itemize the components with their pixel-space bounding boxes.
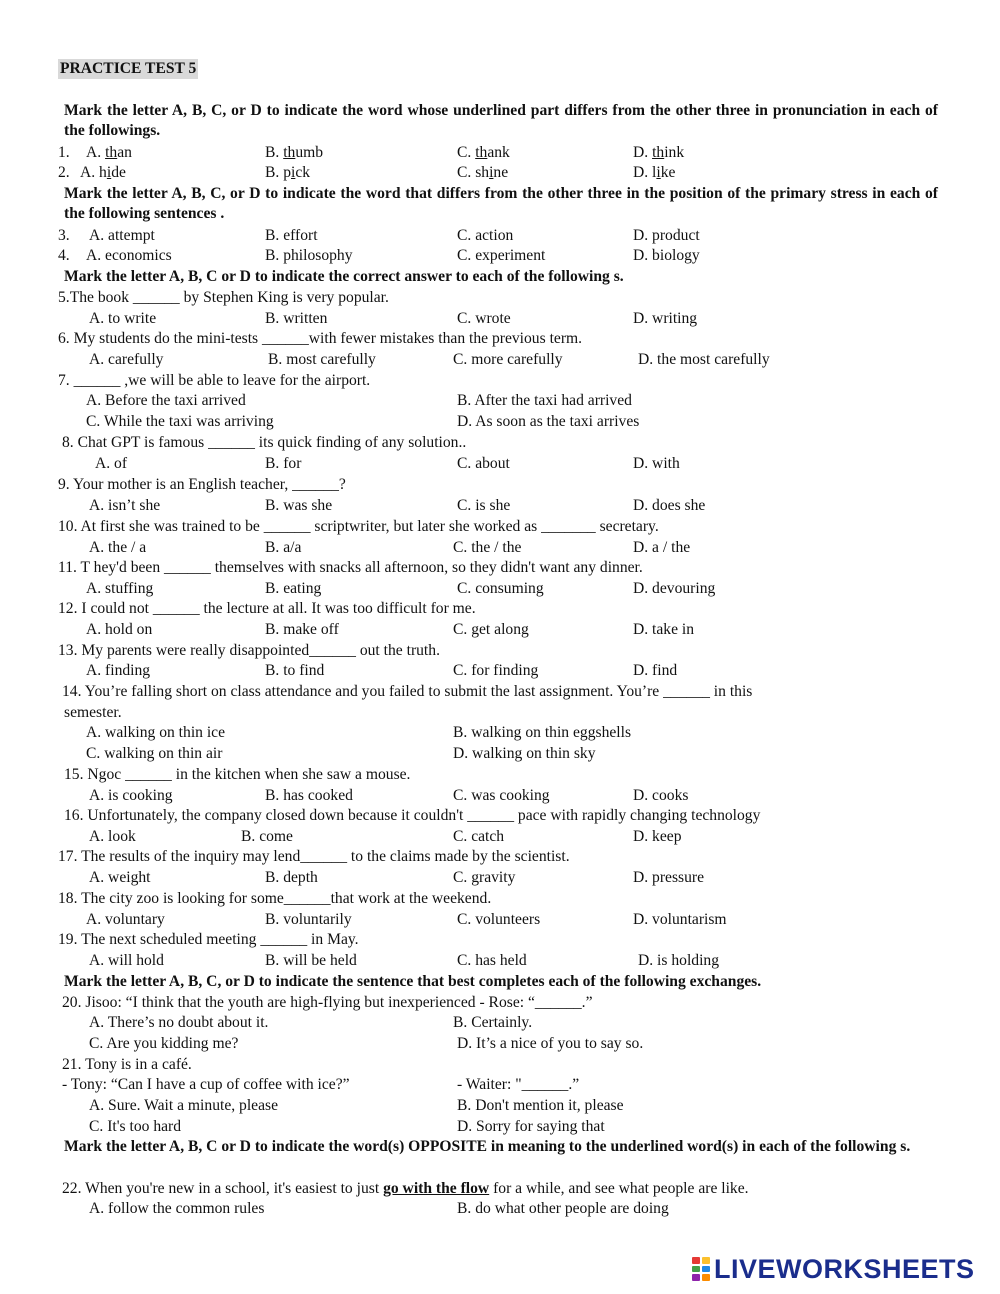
section-instruction-pronunciation: Mark the letter A, B, C, or D to indicate the word whose underlined part differs from the other three in pronunciation in each of the followings. <box>64 102 938 139</box>
question-stem: 6. My students do the mini-tests ______with fewer mistakes than the previous term. <box>58 330 583 347</box>
option-d[interactable]: D. walking on thin sky <box>453 745 596 762</box>
logo-tiles-icon <box>692 1257 710 1281</box>
option-c[interactable]: C. While the taxi was arriving <box>86 413 274 430</box>
option-b[interactable]: B. to find <box>265 662 325 679</box>
question-stem: 10. At first she was trained to be ______ scriptwriter, but later she worked as _______ secretary. <box>58 518 659 535</box>
option-d[interactable]: D. is holding <box>638 952 720 969</box>
option-b[interactable]: B. written <box>265 310 328 327</box>
option-b[interactable]: B. philosophy <box>265 247 353 264</box>
option-d[interactable]: D. the most carefully <box>638 351 770 368</box>
option-b[interactable]: B. most carefully <box>268 351 376 368</box>
question-number: 4. <box>58 247 70 264</box>
section-instruction-stress: Mark the letter A, B, C, or D to indicate the word that differs from the other three in the position of the primary stress in each of the following sentences . <box>64 185 938 222</box>
option-c[interactable]: C. gravity <box>453 869 516 886</box>
option-b[interactable]: B. make off <box>265 621 339 638</box>
question-stem: 15. Ngoc ______ in the kitchen when she saw a mouse. <box>64 766 411 783</box>
option-a[interactable]: A. carefully <box>89 351 164 368</box>
option-b[interactable]: B. pick <box>265 164 311 181</box>
option-b[interactable]: B. voluntarily <box>265 911 352 928</box>
question-stem: 21. Tony is in a café. <box>62 1056 192 1073</box>
option-b[interactable]: B. thumb <box>265 144 324 161</box>
option-c[interactable]: C. was cooking <box>453 787 550 804</box>
option-b[interactable]: B. eating <box>265 580 322 597</box>
option-c[interactable]: C. the / the <box>453 539 522 556</box>
question-stem: 13. My parents were really disappointed______ out the truth. <box>58 642 440 659</box>
question-stem: 16. Unfortunately, the company closed down because it couldn't ______ pace with rapidly changing technology <box>64 807 761 824</box>
option-c[interactable]: C. wrote <box>457 310 511 327</box>
option-c[interactable]: C. about <box>457 455 510 472</box>
logo-text: LIVEWORKSHEETS <box>714 1253 975 1284</box>
option-d[interactable]: D. find <box>633 662 678 679</box>
question-stem: 18. The city zoo is looking for some______that work at the weekend. <box>58 890 492 907</box>
option-a[interactable]: A. is cooking <box>89 787 173 804</box>
option-d[interactable]: D. As soon as the taxi arrives <box>457 413 640 430</box>
option-c[interactable]: C. get along <box>453 621 529 638</box>
option-b[interactable]: B. do what other people are doing <box>457 1200 669 1217</box>
option-c[interactable]: C. thank <box>457 144 510 161</box>
option-c[interactable]: C. volunteers <box>457 911 541 928</box>
option-d[interactable]: D. product <box>633 227 700 244</box>
option-a[interactable]: A. Sure. Wait a minute, please <box>89 1097 278 1114</box>
option-c[interactable]: C. It's too hard <box>89 1118 182 1135</box>
option-a[interactable]: A. There’s no doubt about it. <box>89 1014 269 1031</box>
option-c[interactable]: C. Are you kidding me? <box>89 1035 239 1052</box>
option-a[interactable]: A. voluntary <box>86 911 165 928</box>
question-stem: 11. T hey'd been ______ themselves with snacks all afternoon, so they didn't want any dinner. <box>58 559 643 576</box>
option-b[interactable]: B. come <box>241 828 293 845</box>
option-a[interactable]: A. economics <box>86 247 172 264</box>
option-a[interactable]: A. than <box>86 144 132 161</box>
option-b[interactable]: B. After the taxi had arrived <box>457 392 632 409</box>
question-stem: 12. I could not ______ the lecture at all. It was too difficult for me. <box>58 600 476 617</box>
option-a[interactable]: A. finding <box>86 662 151 679</box>
option-b[interactable]: B. a/a <box>265 539 302 556</box>
option-d[interactable]: D. devouring <box>633 580 716 597</box>
option-a[interactable]: A. attempt <box>89 227 155 244</box>
option-a[interactable]: A. follow the common rules <box>89 1200 265 1217</box>
option-c[interactable]: C. has held <box>457 952 527 969</box>
question-stem: 9. Your mother is an English teacher, ______? <box>58 476 346 493</box>
question-number: 2. <box>58 164 70 181</box>
option-b[interactable]: B. Don't mention it, please <box>457 1097 624 1114</box>
option-c[interactable]: C. consuming <box>457 580 544 597</box>
section-instruction-opposite: Mark the letter A, B, C or D to indicate the word(s) OPPOSITE in meaning to the underlined word(s) in each of the following s. <box>64 1138 911 1155</box>
option-a[interactable]: A. look <box>89 828 136 845</box>
option-d[interactable]: D. does she <box>633 497 706 514</box>
option-c[interactable]: C. more carefully <box>453 351 563 368</box>
option-b[interactable]: B. walking on thin eggshells <box>453 724 632 741</box>
option-b[interactable]: B. Certainly. <box>453 1014 533 1031</box>
option-d[interactable]: D. keep <box>633 828 682 845</box>
page-title: PRACTICE TEST 5 <box>60 60 197 77</box>
option-b[interactable]: B. was she <box>265 497 333 514</box>
option-c[interactable]: C. experiment <box>457 247 546 264</box>
question-stem: 8. Chat GPT is famous ______ its quick finding of any solution.. <box>62 434 467 451</box>
option-b[interactable]: B. depth <box>265 869 318 886</box>
option-c[interactable]: C. walking on thin air <box>86 745 223 762</box>
option-a[interactable]: A. hold on <box>86 621 153 638</box>
option-d[interactable]: D. cooks <box>633 787 689 804</box>
option-a[interactable]: A. the / a <box>89 539 147 556</box>
option-b[interactable]: B. effort <box>265 227 318 244</box>
option-d[interactable]: D. with <box>633 455 680 472</box>
option-d[interactable]: D. pressure <box>633 869 705 886</box>
question-number: 3. <box>58 227 70 244</box>
option-a[interactable]: A. walking on thin ice <box>86 724 226 741</box>
option-c[interactable]: C. for finding <box>453 662 539 679</box>
question-stem: 14. You’re falling short on class attendance and you failed to submit the last assignment. You’re ______ in this <box>62 683 753 700</box>
question-stem: 19. The next scheduled meeting ______ in May. <box>58 931 359 948</box>
section-instruction-exchanges: Mark the letter A, B, C, or D to indicate the sentence that best completes each of the following exchanges. <box>64 973 762 990</box>
option-b[interactable]: B. will be held <box>265 952 357 969</box>
question-stem: 7. ______ ,we will be able to leave for the airport. <box>58 372 371 389</box>
question-stem: 22. When you're new in a school, it's easiest to just go with the flow for a while, and see what people are like. <box>62 1180 749 1197</box>
option-d[interactable]: D. think <box>633 144 685 161</box>
option-d[interactable]: D. writing <box>633 310 698 327</box>
option-d[interactable]: D. like <box>633 164 676 181</box>
question-stem: 5.The book ______ by Stephen King is very popular. <box>58 289 389 306</box>
question-stem: 20. Jisoo: “I think that the youth are high-flying but inexperienced - Rose: “______.” <box>62 994 593 1011</box>
underlined-phrase: go with the flow <box>383 1180 490 1197</box>
option-c[interactable]: C. catch <box>453 828 505 845</box>
option-a[interactable]: A. will hold <box>89 952 164 969</box>
option-a[interactable]: A. to write <box>89 310 157 327</box>
question-stem: 17. The results of the inquiry may lend______ to the claims made by the scientist. <box>58 848 570 865</box>
option-d[interactable]: D. Sorry for saying that <box>457 1118 605 1135</box>
option-a[interactable]: A. isn’t she <box>89 497 161 514</box>
question-stem-continued: semester. <box>64 704 122 721</box>
dialogue-line-waiter: - Waiter: "______.” <box>457 1076 580 1093</box>
option-d[interactable]: D. It’s a nice of you to say so. <box>457 1035 644 1052</box>
option-c[interactable]: C. is she <box>457 497 511 514</box>
option-c[interactable]: C. shine <box>457 164 509 181</box>
option-d[interactable]: D. take in <box>633 621 695 638</box>
option-a[interactable]: A. of <box>95 455 128 472</box>
option-a[interactable]: A. weight <box>89 869 151 886</box>
dialogue-line-tony: - Tony: “Can I have a cup of coffee with ice?” <box>62 1076 350 1093</box>
question-number: 1. <box>58 144 70 161</box>
option-d[interactable]: D. voluntarism <box>633 911 727 928</box>
option-b[interactable]: B. has cooked <box>265 787 353 804</box>
option-c[interactable]: C. action <box>457 227 514 244</box>
option-b[interactable]: B. for <box>265 455 302 472</box>
section-instruction-correct-answer: Mark the letter A, B, C or D to indicate the correct answer to each of the following s. <box>64 268 624 285</box>
option-d[interactable]: D. a / the <box>633 539 691 556</box>
option-d[interactable]: D. biology <box>633 247 700 264</box>
option-a[interactable]: A. hide <box>80 164 126 181</box>
option-a[interactable]: A. stuffing <box>86 580 154 597</box>
liveworksheets-logo <box>692 1254 975 1284</box>
option-a[interactable]: A. Before the taxi arrived <box>86 392 246 409</box>
